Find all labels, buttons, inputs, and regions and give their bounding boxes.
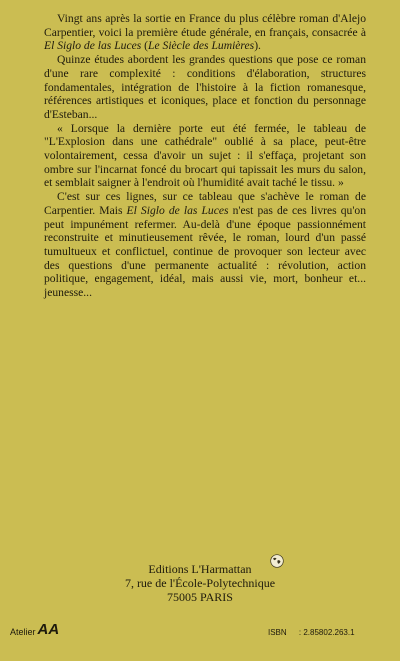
isbn: ISBN : 2.85802.263.1 [268,628,355,637]
isbn-number: 2.85802.263.1 [303,628,355,637]
publisher-name: Editions L'Harmattan [148,562,252,576]
isbn-label: ISBN [268,628,287,637]
series-label: Atelier [10,627,36,637]
publisher-address [0,562,400,604]
blurb-quote: « Lorsque la dernière porte eut été fermée, le tableau de "L'Explosion dans une cathédrale" oublié à sa place, peut-être volontairement, cessa d'avoir un sujet : il s'effaça, projetant son ombre sur l'incarnat foncé du brocart qui tapissait les murs du salon, et semblait saigner à l'endroit où l'humidité avait taché le tissu. » [44,121,366,190]
publisher-street: 7, rue de l'École-Polytechnique [124,576,276,590]
series-logo [10,621,59,637]
blurb-text [44,12,366,300]
blurb-paragraph-1: Vingt ans après la sortie en France du plus célèbre roman d'Alejo Carpentier, voici la première étude générale, en français, consacrée à El Siglo de las Luces (Le Siècle des Lumières). [44,12,366,53]
blurb-paragraph-4: C'est sur ces lignes, sur ce tableau que s'achève le roman de Carpentier. Mais El Siglo de las Luces n'est pas de ces livres qu'on peut impunément refermer. Au-delà d'une époque passionnément reconstruite et minutieusement rêvée, le roman, lourd d'un passé tumultueux et conflictuel, continue de provoquer son lecteur avec des questions d'une permanente actualité : révolution, action politique, engagement, idéal, mais aussi vie, mort, bonheur et... jeunesse... [44,190,367,300]
blurb-paragraph-2: Quinze études abordent les grandes questions que pose ce roman d'une rare complexité : conditions d'élaboration, structures fondamentales, intégration de l'histoire à la fiction romanesque, références artistiques et iconiques, place et fonction du personnage d'Esteban... [44,53,366,121]
series-mark: AA [37,621,60,638]
publisher-city: 75005 PARIS [167,590,233,604]
